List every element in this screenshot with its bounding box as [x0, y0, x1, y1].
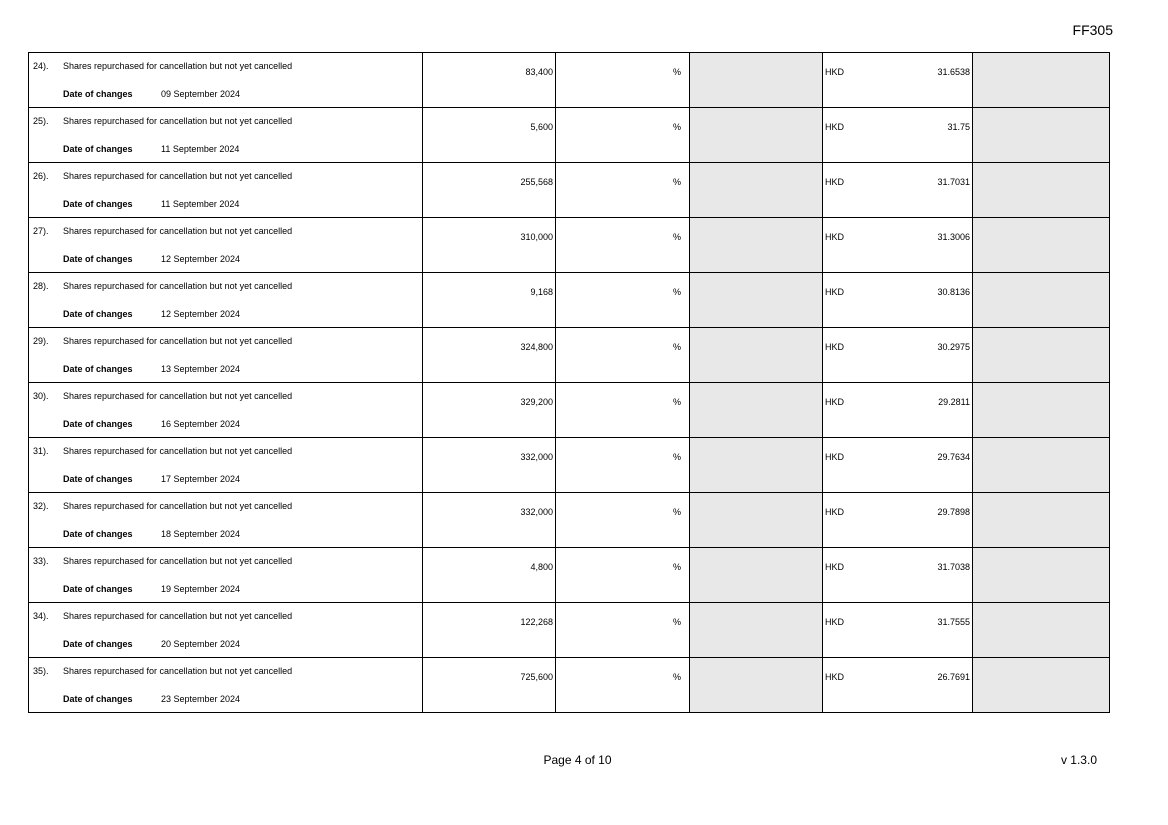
price-value: 31.7031 [937, 177, 970, 187]
shaded-cell [973, 53, 1110, 108]
shares-cell [423, 108, 556, 163]
percent-cell [556, 548, 690, 603]
currency-label: HKD [825, 177, 845, 187]
shares-value: 329,200 [520, 397, 553, 407]
percent-cell [556, 328, 690, 383]
shares-cell [423, 658, 556, 713]
shaded-cell [973, 438, 1110, 493]
row-description: Shares repurchased for cancellation but not yet cancelled [63, 116, 293, 126]
price-cell [823, 548, 973, 603]
percent-sign: % [672, 287, 681, 297]
table-row [29, 163, 1110, 218]
date-of-changes-label: Date of changes [63, 639, 133, 649]
percent-sign: % [672, 562, 681, 572]
price-value: 31.6538 [937, 67, 970, 77]
price-cell [823, 218, 973, 273]
currency-label: HKD [825, 617, 845, 627]
date-of-changes-value: 23 September 2024 [161, 694, 241, 704]
date-of-changes-label: Date of changes [63, 529, 133, 539]
price-cell [823, 163, 973, 218]
row-index: 32). [33, 501, 49, 511]
date-of-changes-value: 18 September 2024 [161, 529, 241, 539]
date-of-changes-label: Date of changes [63, 364, 133, 374]
date-of-changes-value: 12 September 2024 [161, 309, 241, 319]
price-cell [823, 658, 973, 713]
price-value: 30.8136 [937, 287, 970, 297]
date-of-changes-value: 11 September 2024 [161, 144, 240, 154]
shaded-cell [690, 493, 823, 548]
shaded-cell [973, 163, 1110, 218]
percent-cell [556, 658, 690, 713]
percent-sign: % [672, 122, 681, 132]
currency-label: HKD [825, 397, 845, 407]
price-cell [823, 108, 973, 163]
date-of-changes-label: Date of changes [63, 309, 133, 319]
percent-sign: % [672, 177, 681, 187]
currency-label: HKD [825, 507, 845, 517]
description-cell [29, 53, 423, 108]
shaded-cell [690, 163, 823, 218]
price-cell [823, 493, 973, 548]
currency-label: HKD [825, 672, 845, 682]
percent-cell [556, 438, 690, 493]
shaded-cell [690, 328, 823, 383]
table-row [29, 383, 1110, 438]
date-of-changes-value: 20 September 2024 [161, 639, 241, 649]
percent-cell [556, 218, 690, 273]
page-number: Page 4 of 10 [543, 753, 612, 767]
price-cell [823, 383, 973, 438]
date-of-changes-value: 12 September 2024 [161, 254, 241, 264]
table-row [29, 493, 1110, 548]
shaded-cell [973, 328, 1110, 383]
percent-cell [556, 603, 690, 658]
shaded-cell [973, 548, 1110, 603]
shares-value: 4,800 [530, 562, 553, 572]
shares-value: 310,000 [520, 232, 553, 242]
shaded-cell [973, 273, 1110, 328]
shares-value: 122,268 [520, 617, 553, 627]
shares-cell [423, 383, 556, 438]
price-value: 31.7555 [937, 617, 970, 627]
date-of-changes-label: Date of changes [63, 694, 133, 704]
shares-value: 5,600 [530, 122, 553, 132]
description-cell [29, 548, 423, 603]
shaded-cell [690, 658, 823, 713]
shares-cell [423, 603, 556, 658]
date-of-changes-label: Date of changes [63, 584, 133, 594]
shaded-cell [973, 383, 1110, 438]
percent-cell [556, 493, 690, 548]
percent-sign: % [672, 452, 681, 462]
price-value: 31.3006 [937, 232, 970, 242]
percent-cell [556, 273, 690, 328]
row-description: Shares repurchased for cancellation but not yet cancelled [63, 501, 293, 511]
shaded-cell [690, 218, 823, 273]
percent-sign: % [672, 617, 681, 627]
shaded-cell [973, 603, 1110, 658]
shares-value: 255,568 [520, 177, 553, 187]
table-row [29, 438, 1110, 493]
currency-label: HKD [825, 452, 845, 462]
price-value: 29.2811 [938, 397, 970, 407]
shaded-cell [690, 383, 823, 438]
description-cell [29, 218, 423, 273]
table-row [29, 548, 1110, 603]
price-cell [823, 273, 973, 328]
description-cell [29, 658, 423, 713]
currency-label: HKD [825, 342, 845, 352]
price-value: 30.2975 [937, 342, 970, 352]
description-cell [29, 108, 423, 163]
row-description: Shares repurchased for cancellation but not yet cancelled [63, 556, 293, 566]
table-row [29, 218, 1110, 273]
row-description: Shares repurchased for cancellation but not yet cancelled [63, 446, 293, 456]
price-cell [823, 328, 973, 383]
description-cell [29, 328, 423, 383]
row-index: 31). [33, 446, 49, 456]
date-of-changes-value: 13 September 2024 [161, 364, 241, 374]
price-value: 26.7691 [937, 672, 970, 682]
shaded-cell [690, 53, 823, 108]
percent-sign: % [672, 397, 681, 407]
date-of-changes-label: Date of changes [63, 199, 133, 209]
date-of-changes-label: Date of changes [63, 254, 133, 264]
row-index: 33). [33, 556, 49, 566]
shares-cell [423, 218, 556, 273]
shares-cell [423, 548, 556, 603]
form-code: FF305 [1072, 22, 1113, 38]
shares-value: 332,000 [520, 507, 553, 517]
row-description: Shares repurchased for cancellation but not yet cancelled [63, 61, 293, 71]
row-description: Shares repurchased for cancellation but not yet cancelled [63, 336, 293, 346]
currency-label: HKD [825, 287, 845, 297]
date-of-changes-value: 17 September 2024 [161, 474, 241, 484]
percent-sign: % [672, 232, 681, 242]
row-index: 25). [33, 116, 49, 126]
shares-cell [423, 163, 556, 218]
shaded-cell [690, 273, 823, 328]
percent-sign: % [672, 672, 681, 682]
row-index: 26). [33, 171, 49, 181]
percent-sign: % [672, 342, 681, 352]
shares-value: 9,168 [530, 287, 553, 297]
row-index: 34). [33, 611, 49, 621]
shares-value: 324,800 [520, 342, 553, 352]
row-description: Shares repurchased for cancellation but not yet cancelled [63, 611, 293, 621]
shares-cell [423, 493, 556, 548]
row-description: Shares repurchased for cancellation but not yet cancelled [63, 391, 293, 401]
price-value: 29.7898 [937, 507, 970, 517]
date-of-changes-value: 11 September 2024 [161, 199, 240, 209]
row-index: 28). [33, 281, 49, 291]
date-of-changes-label: Date of changes [63, 144, 133, 154]
table-row [29, 658, 1110, 713]
table-row [29, 53, 1110, 108]
currency-label: HKD [825, 232, 845, 242]
row-index: 29). [33, 336, 49, 346]
price-cell [823, 438, 973, 493]
date-of-changes-value: 16 September 2024 [161, 419, 241, 429]
currency-label: HKD [825, 67, 845, 77]
shaded-cell [690, 548, 823, 603]
price-value: 31.7038 [937, 562, 970, 572]
table-row [29, 108, 1110, 163]
percent-cell [556, 383, 690, 438]
currency-label: HKD [825, 122, 845, 132]
row-index: 24). [33, 61, 49, 71]
shares-cell [423, 53, 556, 108]
shaded-cell [973, 218, 1110, 273]
table-row [29, 328, 1110, 383]
percent-cell [556, 53, 690, 108]
shaded-cell [690, 603, 823, 658]
shares-value: 332,000 [520, 452, 553, 462]
price-cell [823, 603, 973, 658]
description-cell [29, 273, 423, 328]
shaded-cell [973, 493, 1110, 548]
description-cell [29, 603, 423, 658]
shaded-cell [973, 658, 1110, 713]
row-index: 30). [33, 391, 49, 401]
row-index: 35). [33, 666, 49, 676]
description-cell [29, 163, 423, 218]
date-of-changes-label: Date of changes [63, 89, 133, 99]
row-description: Shares repurchased for cancellation but not yet cancelled [63, 171, 293, 181]
description-cell [29, 438, 423, 493]
percent-cell [556, 108, 690, 163]
percent-cell [556, 163, 690, 218]
share-movements-table [28, 52, 1110, 713]
description-cell [29, 493, 423, 548]
table-row [29, 273, 1110, 328]
percent-sign: % [672, 67, 681, 77]
date-of-changes-value: 19 September 2024 [161, 584, 241, 594]
date-of-changes-label: Date of changes [63, 419, 133, 429]
currency-label: HKD [825, 562, 845, 572]
price-value: 29.7634 [937, 452, 970, 462]
shares-cell [423, 438, 556, 493]
shares-value: 83,400 [525, 67, 553, 77]
date-of-changes-value: 09 September 2024 [161, 89, 241, 99]
shares-cell [423, 273, 556, 328]
row-description: Shares repurchased for cancellation but not yet cancelled [63, 666, 293, 676]
version-label: v 1.3.0 [1060, 753, 1097, 767]
shaded-cell [690, 438, 823, 493]
table-row [29, 603, 1110, 658]
description-cell [29, 383, 423, 438]
row-description: Shares repurchased for cancellation but not yet cancelled [63, 281, 293, 291]
shares-cell [423, 328, 556, 383]
row-description: Shares repurchased for cancellation but not yet cancelled [63, 226, 293, 236]
percent-sign: % [672, 507, 681, 517]
date-of-changes-label: Date of changes [63, 474, 133, 484]
shares-value: 725,600 [520, 672, 553, 682]
shaded-cell [690, 108, 823, 163]
row-index: 27). [33, 226, 49, 236]
price-cell [823, 53, 973, 108]
shaded-cell [973, 108, 1110, 163]
price-value: 31.75 [947, 122, 970, 132]
